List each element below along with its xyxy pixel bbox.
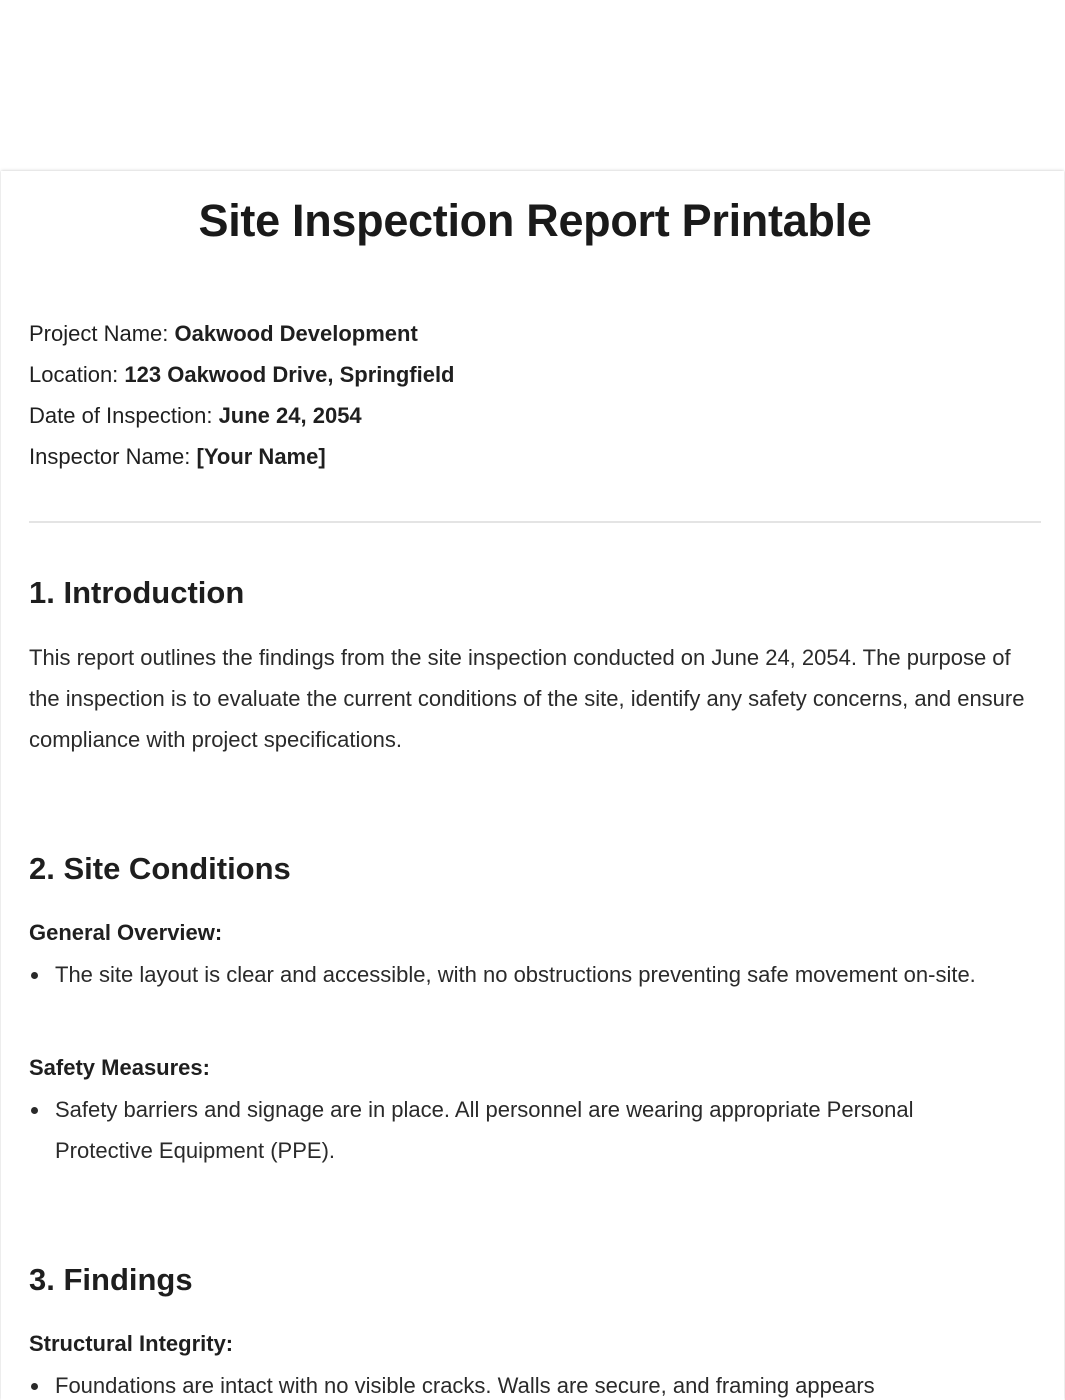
meta-project-name bbox=[29, 313, 455, 354]
introduction-text: This report outlines the findings from the site inspection conducted on June 24, 2054. The purpose of the inspection is to evaluate the current conditions of the site, identify any safety concerns, and ensure compliance with project specifications. bbox=[29, 645, 1025, 752]
meta-location bbox=[29, 354, 455, 395]
general-overview-list bbox=[29, 954, 1041, 995]
heading-introduction: 1. Introduction bbox=[29, 575, 245, 610]
page-top-margin bbox=[0, 0, 1065, 171]
meta-label: Location: bbox=[29, 362, 125, 387]
list-item-text: Foundations are intact with no visible cracks. Walls are secure, and framing appears bbox=[55, 1373, 875, 1398]
meta-label: Project Name: bbox=[29, 321, 175, 346]
meta-label: Inspector Name: bbox=[29, 444, 197, 469]
meta-value: June 24, 2054 bbox=[218, 403, 362, 428]
list-item-text: The site layout is clear and accessible, with no obstructions preventing safe movement on-site. bbox=[55, 962, 976, 987]
heading-site-conditions: 2. Site Conditions bbox=[29, 851, 291, 886]
meta-date bbox=[29, 395, 455, 436]
document-page bbox=[1, 171, 1064, 1400]
label-structural-integrity: Structural Integrity: bbox=[29, 1331, 234, 1356]
document-title: Site Inspection Report Printable bbox=[198, 195, 872, 246]
label-general-overview: General Overview: bbox=[29, 920, 223, 945]
list-item bbox=[29, 954, 1041, 995]
list-item bbox=[29, 1365, 1041, 1400]
list-item bbox=[29, 1089, 1041, 1171]
section-divider bbox=[29, 521, 1041, 523]
project-meta bbox=[29, 313, 455, 477]
meta-value: 123 Oakwood Drive, Springfield bbox=[124, 362, 455, 387]
heading-findings: 3. Findings bbox=[29, 1262, 193, 1297]
meta-value: Oakwood Development bbox=[174, 321, 418, 346]
structural-integrity-list bbox=[29, 1365, 1041, 1400]
safety-measures-list bbox=[29, 1089, 1041, 1171]
meta-value: [Your Name] bbox=[196, 444, 326, 469]
meta-label: Date of Inspection: bbox=[29, 403, 219, 428]
meta-inspector bbox=[29, 436, 455, 477]
bullet-icon bbox=[31, 1383, 38, 1390]
list-item-text: Safety barriers and signage are in place. All personnel are wearing appropriate Personal Protective Equipment (PPE). bbox=[55, 1097, 914, 1163]
bullet-icon bbox=[31, 1107, 38, 1114]
bullet-icon bbox=[31, 972, 38, 979]
label-safety-measures: Safety Measures: bbox=[29, 1055, 210, 1080]
